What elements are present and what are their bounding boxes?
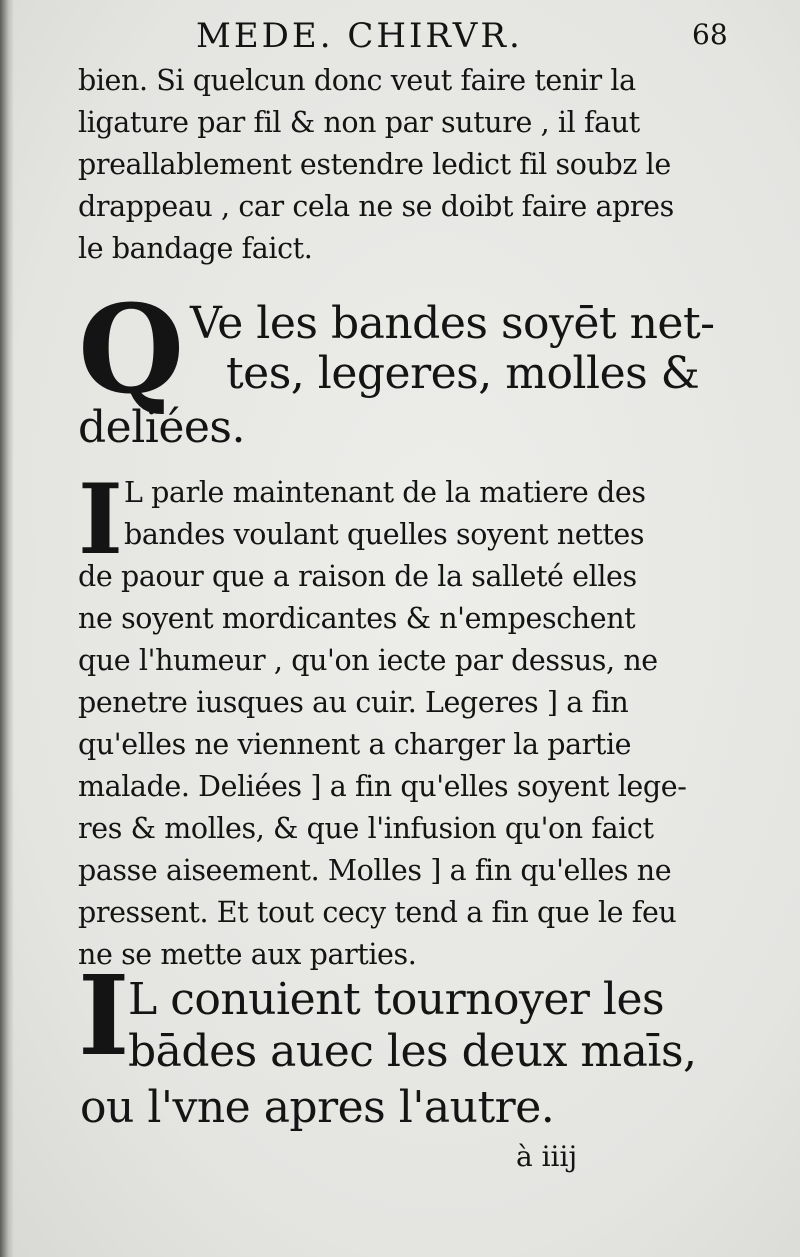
text-line: ne soyent mordicantes & n'empeschent bbox=[78, 602, 636, 635]
heading-line: deliées. bbox=[78, 402, 245, 453]
running-head: MEDE. CHIRVR. bbox=[196, 16, 523, 56]
heading-line: bādes auec les deux maīs, bbox=[128, 1026, 697, 1077]
aphorism-heading bbox=[78, 277, 732, 460]
text-line: ne se mette aux parties. bbox=[78, 938, 417, 971]
text-line: pressent. Et tout cecy tend a fin que le feu bbox=[78, 896, 677, 929]
text-line: penetre iusques au cuir. Legeres ] a fin bbox=[78, 686, 629, 719]
heading-line: ou l'vne apres l'autre. bbox=[80, 1082, 555, 1133]
commentary-paragraph bbox=[78, 463, 732, 976]
text-line: drappeau , car cela ne se doibt faire apres bbox=[78, 190, 674, 223]
continued-paragraph bbox=[78, 60, 732, 270]
text-line: L parle maintenant de la matiere des bbox=[124, 476, 646, 509]
text-line: ligature par fil & non par suture , il faut bbox=[78, 106, 640, 139]
heading-line: tes, legeres, molles & bbox=[226, 348, 700, 399]
drop-cap-initial: I bbox=[78, 951, 130, 1080]
page-gutter-shadow bbox=[0, 0, 14, 1257]
text-line: bandes voulant quelles soyent nettes bbox=[124, 518, 645, 551]
text-line: bien. Si quelcun donc veut faire tenir la bbox=[78, 64, 636, 97]
text-line: passe aiseement. Molles ] a fin qu'elles ne bbox=[78, 854, 672, 887]
text-line: preallablement estendre ledict fil soubz le bbox=[78, 148, 671, 181]
signature-mark: à iiij bbox=[516, 1140, 578, 1173]
drop-cap-initial: Q bbox=[78, 277, 185, 421]
text-line: le bandage faict. bbox=[78, 232, 313, 265]
drop-cap-initial: I bbox=[78, 463, 123, 576]
text-line: res & molles, & que l'infusion qu'on faict bbox=[78, 812, 654, 845]
text-line: malade. Deliées ] a fin qu'elles soyent lege- bbox=[78, 770, 687, 803]
page-number: 68 bbox=[692, 18, 728, 51]
page-header bbox=[0, 10, 800, 60]
text-line: qu'elles ne viennent a charger la partie bbox=[78, 728, 632, 761]
heading-line: Ve les bandes soyēt net- bbox=[190, 298, 715, 349]
text-line: que l'humeur , qu'on iecte par dessus, ne bbox=[78, 644, 658, 677]
text-line: de paour que a raison de la salleté elles bbox=[78, 560, 637, 593]
heading-line: L conuient tournoyer les bbox=[128, 974, 665, 1025]
